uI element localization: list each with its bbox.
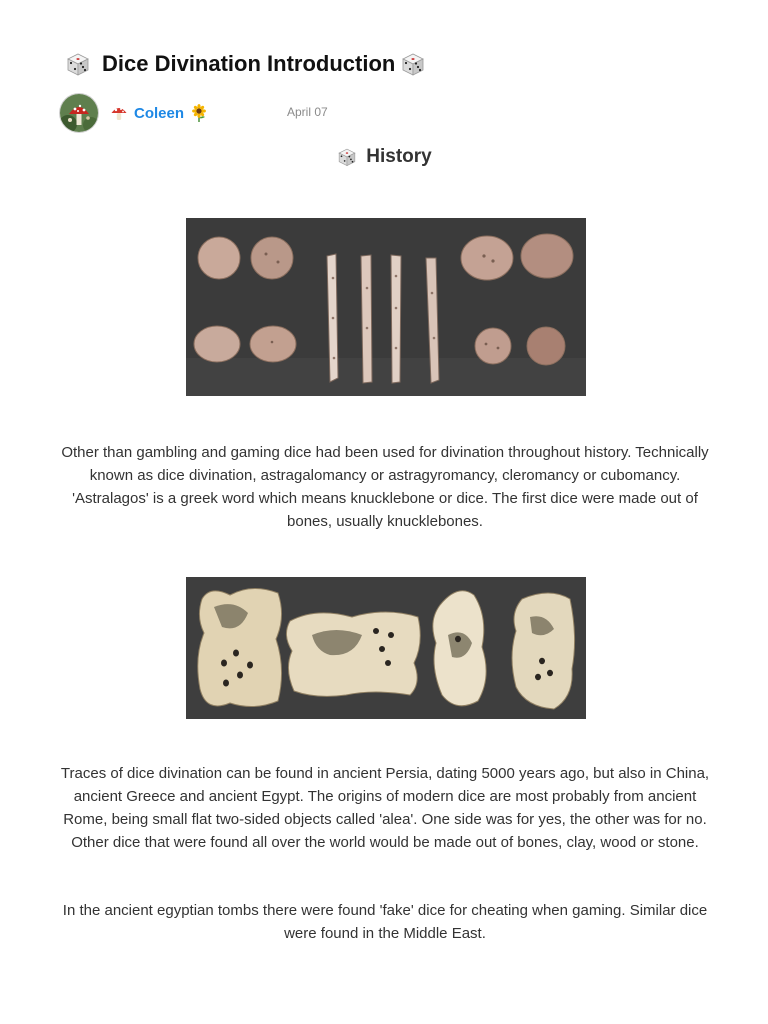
post-title-text: Dice Divination Introduction (102, 51, 396, 76)
post-date: April 07 (287, 105, 328, 119)
mushroom-icon (110, 104, 128, 122)
game-die-icon (336, 146, 358, 168)
paragraph: In the ancient egyptian tombs there were found 'fake' dice for cheating when gaming. Similar dice were found in the Middle East. (62, 902, 708, 942)
post-title (64, 50, 427, 78)
bone-dice-photo (186, 218, 586, 396)
knucklebone-dice-photo (186, 577, 586, 719)
game-die-icon (64, 50, 92, 78)
section-heading (0, 146, 768, 168)
avatar[interactable] (60, 94, 98, 132)
game-die-icon (399, 50, 427, 78)
author-row (60, 94, 208, 132)
paragraph: Other than gambling and gaming dice had been used for divination throughout history. Technically known as dice divination, astragalomancy or astragyromancy, cleromancy or cubomancy. 'Astralagos' is a greek word which means knucklebone or dice. The first dice were made out of bones, usually knucklebones. (61, 444, 709, 530)
paragraph: Traces of dice divination can be found in ancient Persia, dating 5000 years ago, but also in China, ancient Greece and ancient Egypt. The origins of modern dice are most probably from ancient Rome, being small flat two-sided objects called 'alea'. One side was for yes, the other was for no. Other dice that were found all over the world would be made out of bones, clay, wood or stone. (60, 765, 710, 851)
author-name-link[interactable]: Coleen (134, 104, 185, 122)
sunflower-icon (190, 104, 208, 122)
section-heading-text: History (366, 146, 432, 167)
